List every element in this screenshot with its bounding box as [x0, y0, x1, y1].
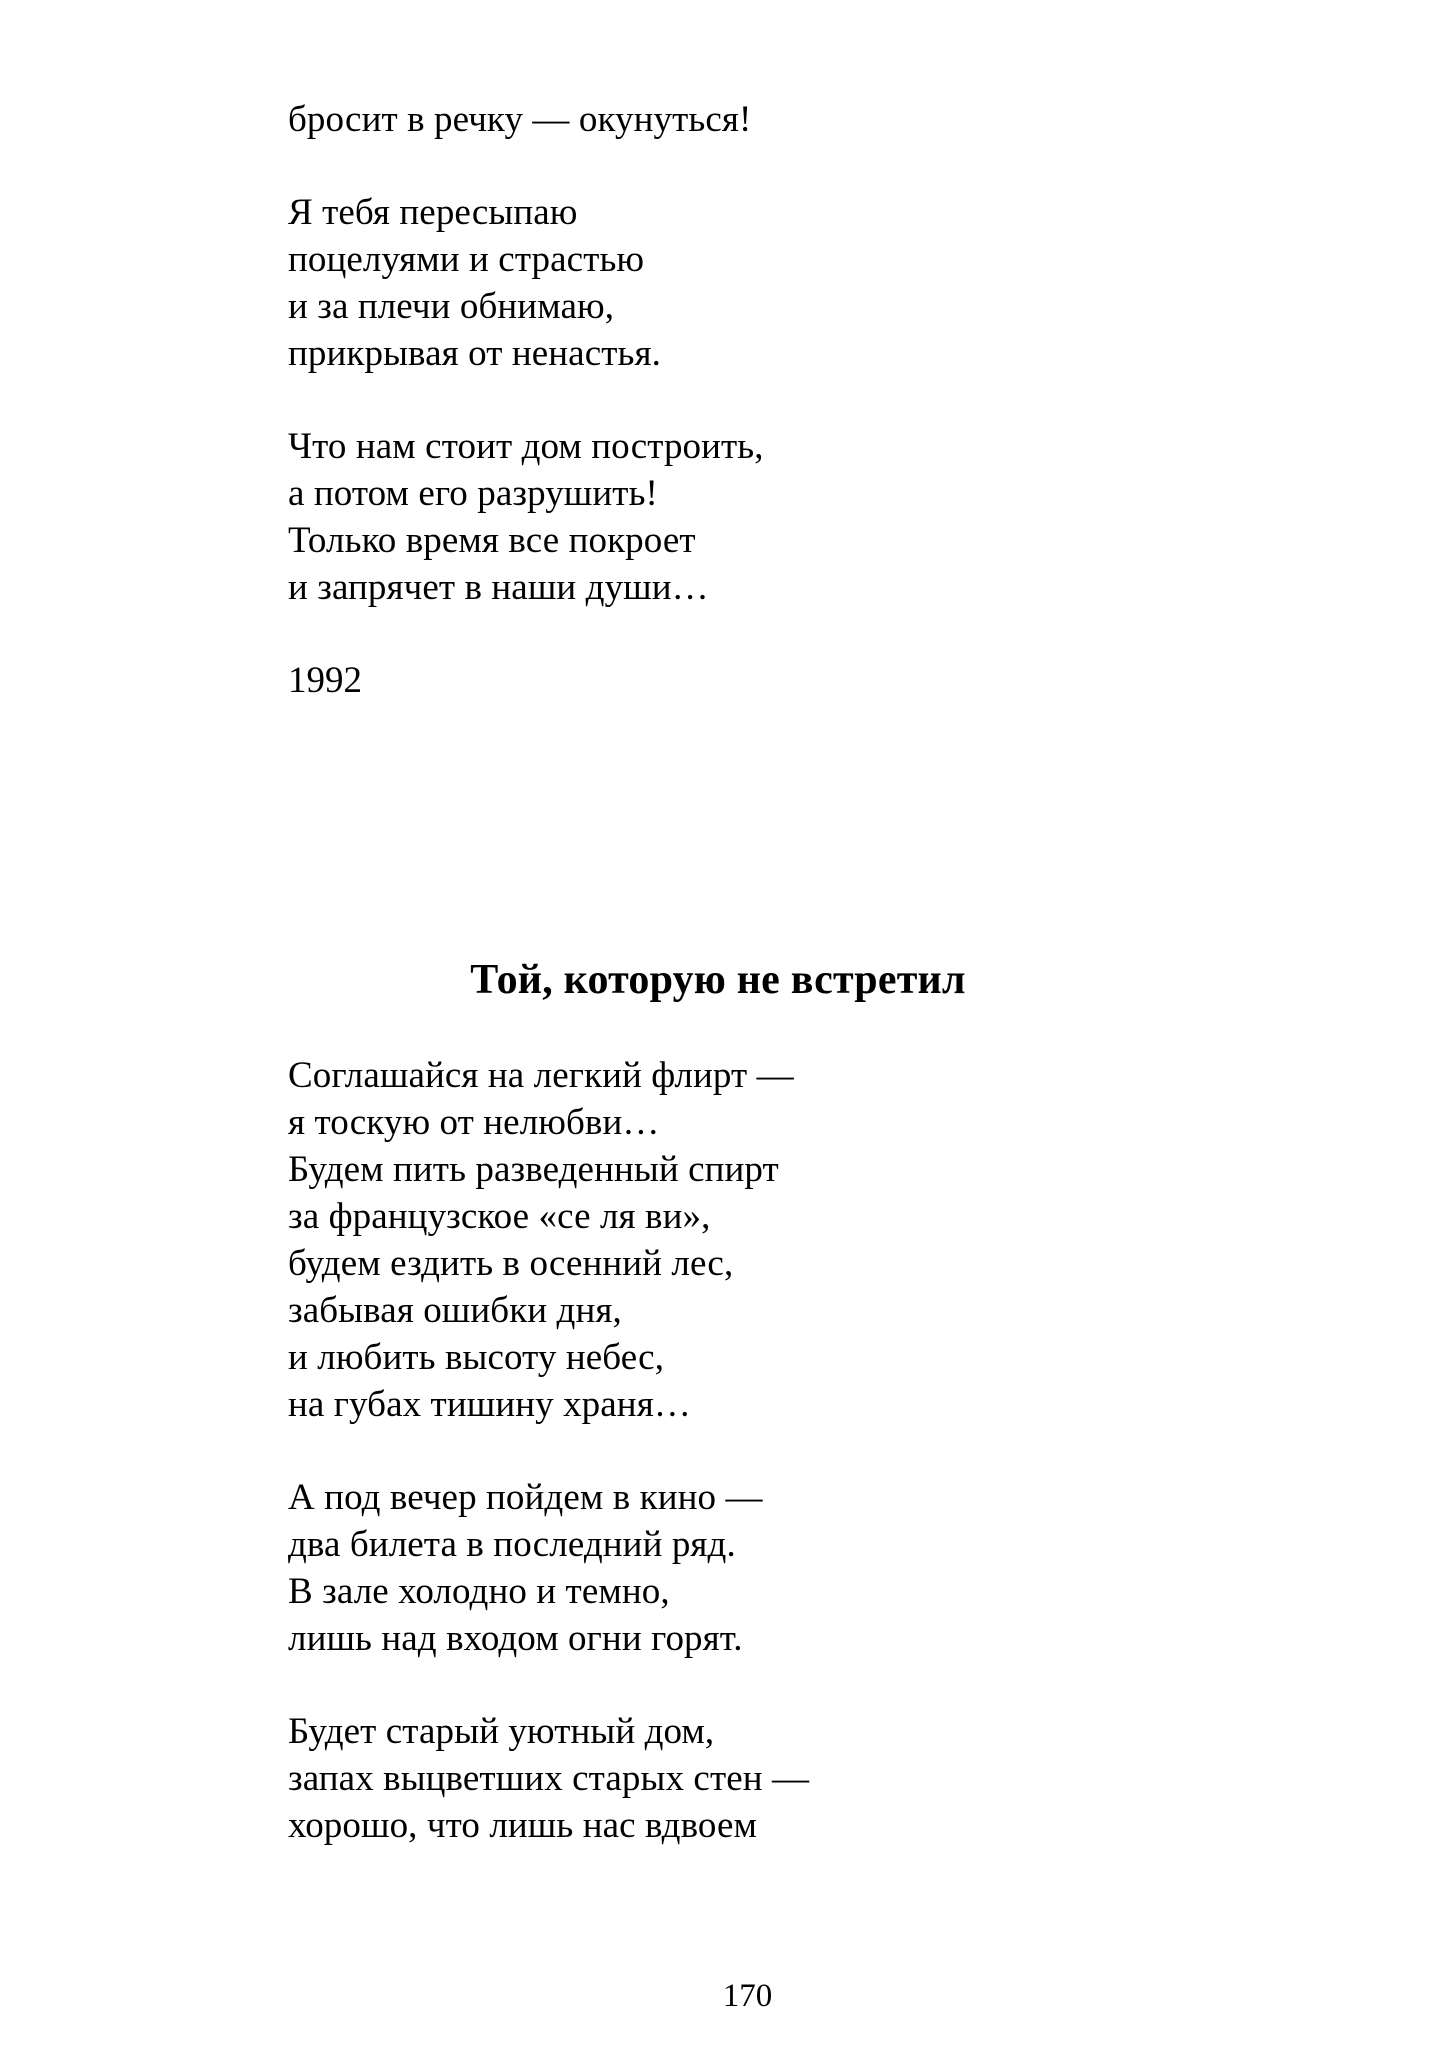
poem-line: забывая ошибки дня,: [288, 1290, 622, 1331]
poem-line: хорошо, что лишь нас вдвоем: [288, 1805, 757, 1846]
poem-date: 1992: [288, 660, 362, 701]
stanza: [288, 189, 1168, 377]
stanza: [288, 423, 1168, 611]
poem-line: и любить высоту небес,: [288, 1337, 665, 1378]
poem-line: я тоскую от нелюбви…: [288, 1102, 660, 1143]
poem-line: бросит в речку — окунуться!: [288, 99, 752, 140]
stanza: [288, 1474, 1168, 1662]
poem-line: Будем пить разведенный спирт: [288, 1149, 779, 1190]
poem-line: и запрячет в наши души…: [288, 567, 709, 608]
poem-line: А под вечер пойдем в кино —: [288, 1477, 763, 1518]
poem-line: будем ездить в осенний лес,: [288, 1243, 734, 1284]
poem-line: Что нам стоит дом построить,: [288, 426, 764, 467]
poem-next: [288, 954, 1168, 1849]
poem-separator-gap: [288, 704, 1168, 954]
poem-title: Той, которую не встретил: [470, 957, 966, 1003]
poem-line: а потом его разрушить!: [288, 473, 658, 514]
page-number: 170: [722, 1978, 773, 2014]
poem-line: на губах тишину храня…: [288, 1384, 691, 1425]
poem-line: прикрывая от ненастья.: [288, 333, 661, 374]
poem-line: два билета в последний ряд.: [288, 1524, 736, 1565]
poem-continued: [288, 96, 1168, 704]
text-column: [288, 96, 1168, 1849]
poem-line: Соглашайся на легкий флирт —: [288, 1055, 794, 1096]
poem-line: Только время все покроет: [288, 520, 696, 561]
poem-line: и за плечи обнимаю,: [288, 286, 615, 327]
stanza: [288, 1052, 1168, 1428]
poem-line: запах выцветших старых стен —: [288, 1758, 810, 1799]
poem-line: поцелуями и страстью: [288, 239, 645, 280]
poem-line: В зале холодно и темно,: [288, 1571, 670, 1612]
poem-line: Будет старый уютный дом,: [288, 1711, 715, 1752]
stanza: [288, 96, 1168, 143]
poem-line: за французское «се ля ви»,: [288, 1196, 711, 1237]
poem-line: Я тебя пересыпаю: [288, 192, 578, 233]
stanza: [288, 1708, 1168, 1849]
poem-line: лишь над входом огни горят.: [288, 1618, 743, 1659]
